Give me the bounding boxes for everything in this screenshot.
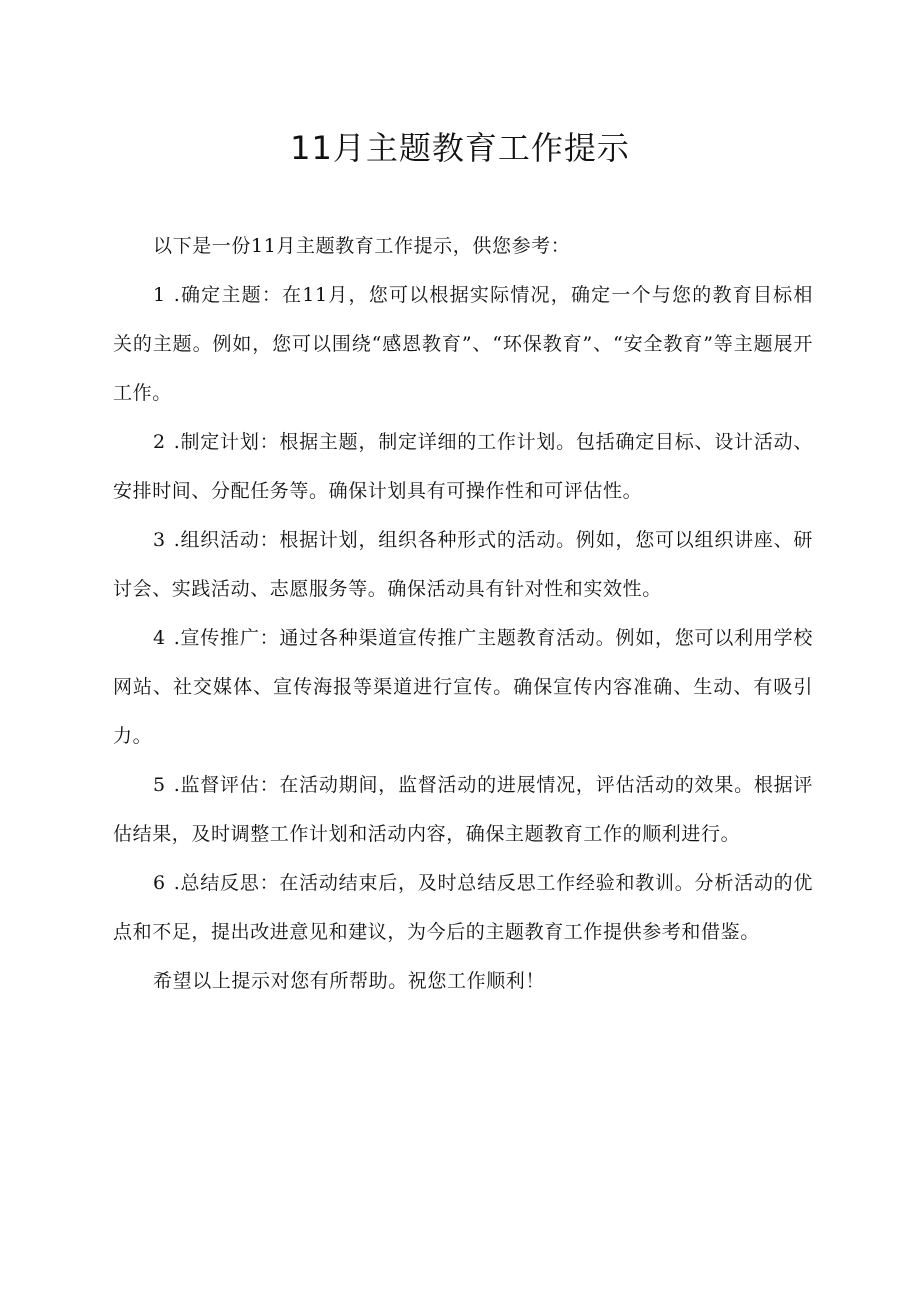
item-number: 5 [153,774,166,796]
item-number: 4 [153,627,166,649]
closing-paragraph: 希望以上提示对您有所帮助。祝您工作顺利！ [153,970,546,992]
item-number: 6 [153,872,166,894]
item-text: .宣传推广：通过各种渠道宣传推广主题教育活动。例如，您可以利用学校网站、社交媒体、宣传海报等渠道进行宣传。确保宣传内容准确、生动、有吸引力。 [113,627,813,747]
item-number: 3 [153,529,166,551]
intro-paragraph: 以下是一份11月主题教育工作提示，供您参考： [153,235,571,257]
item-paragraph-1 [113,271,813,418]
item-text: .制定计划：根据主题，制定详细的工作计划。包括确定目标、设计活动、安排时间、分配任务等。确保计划具有可操作性和可评估性。 [113,431,813,502]
item-paragraph-6 [113,859,813,957]
item-paragraph-3 [113,516,813,614]
document-title: 11月主题教育工作提示 [290,129,630,167]
item-text: .监督评估：在活动期间，监督活动的进展情况，评估活动的效果。根据评估结果，及时调整工作计划和活动内容，确保主题教育工作的顺利进行。 [113,774,813,845]
item-text: .组织活动：根据计划，组织各种形式的活动。例如，您可以组织讲座、研讨会、实践活动、志愿服务等。确保活动具有针对性和实效性。 [113,529,813,600]
item-paragraph-5 [113,761,813,859]
item-text: .确定主题：在11月，您可以根据实际情况，确定一个与您的教育目标相关的主题。例如，您可以围绕“感恩教育”、“环保教育”、“安全教育”等主题展开工作。 [113,284,813,404]
item-paragraph-4 [113,614,813,761]
document-body [113,222,813,1006]
item-text: .总结反思：在活动结束后，及时总结反思工作经验和教训。分析活动的优点和不足，提出改进意见和建议，为今后的主题教育工作提供参考和借鉴。 [113,872,813,943]
item-number: 1 [153,284,166,306]
item-number: 2 [153,431,166,453]
item-paragraph-2 [113,418,813,516]
